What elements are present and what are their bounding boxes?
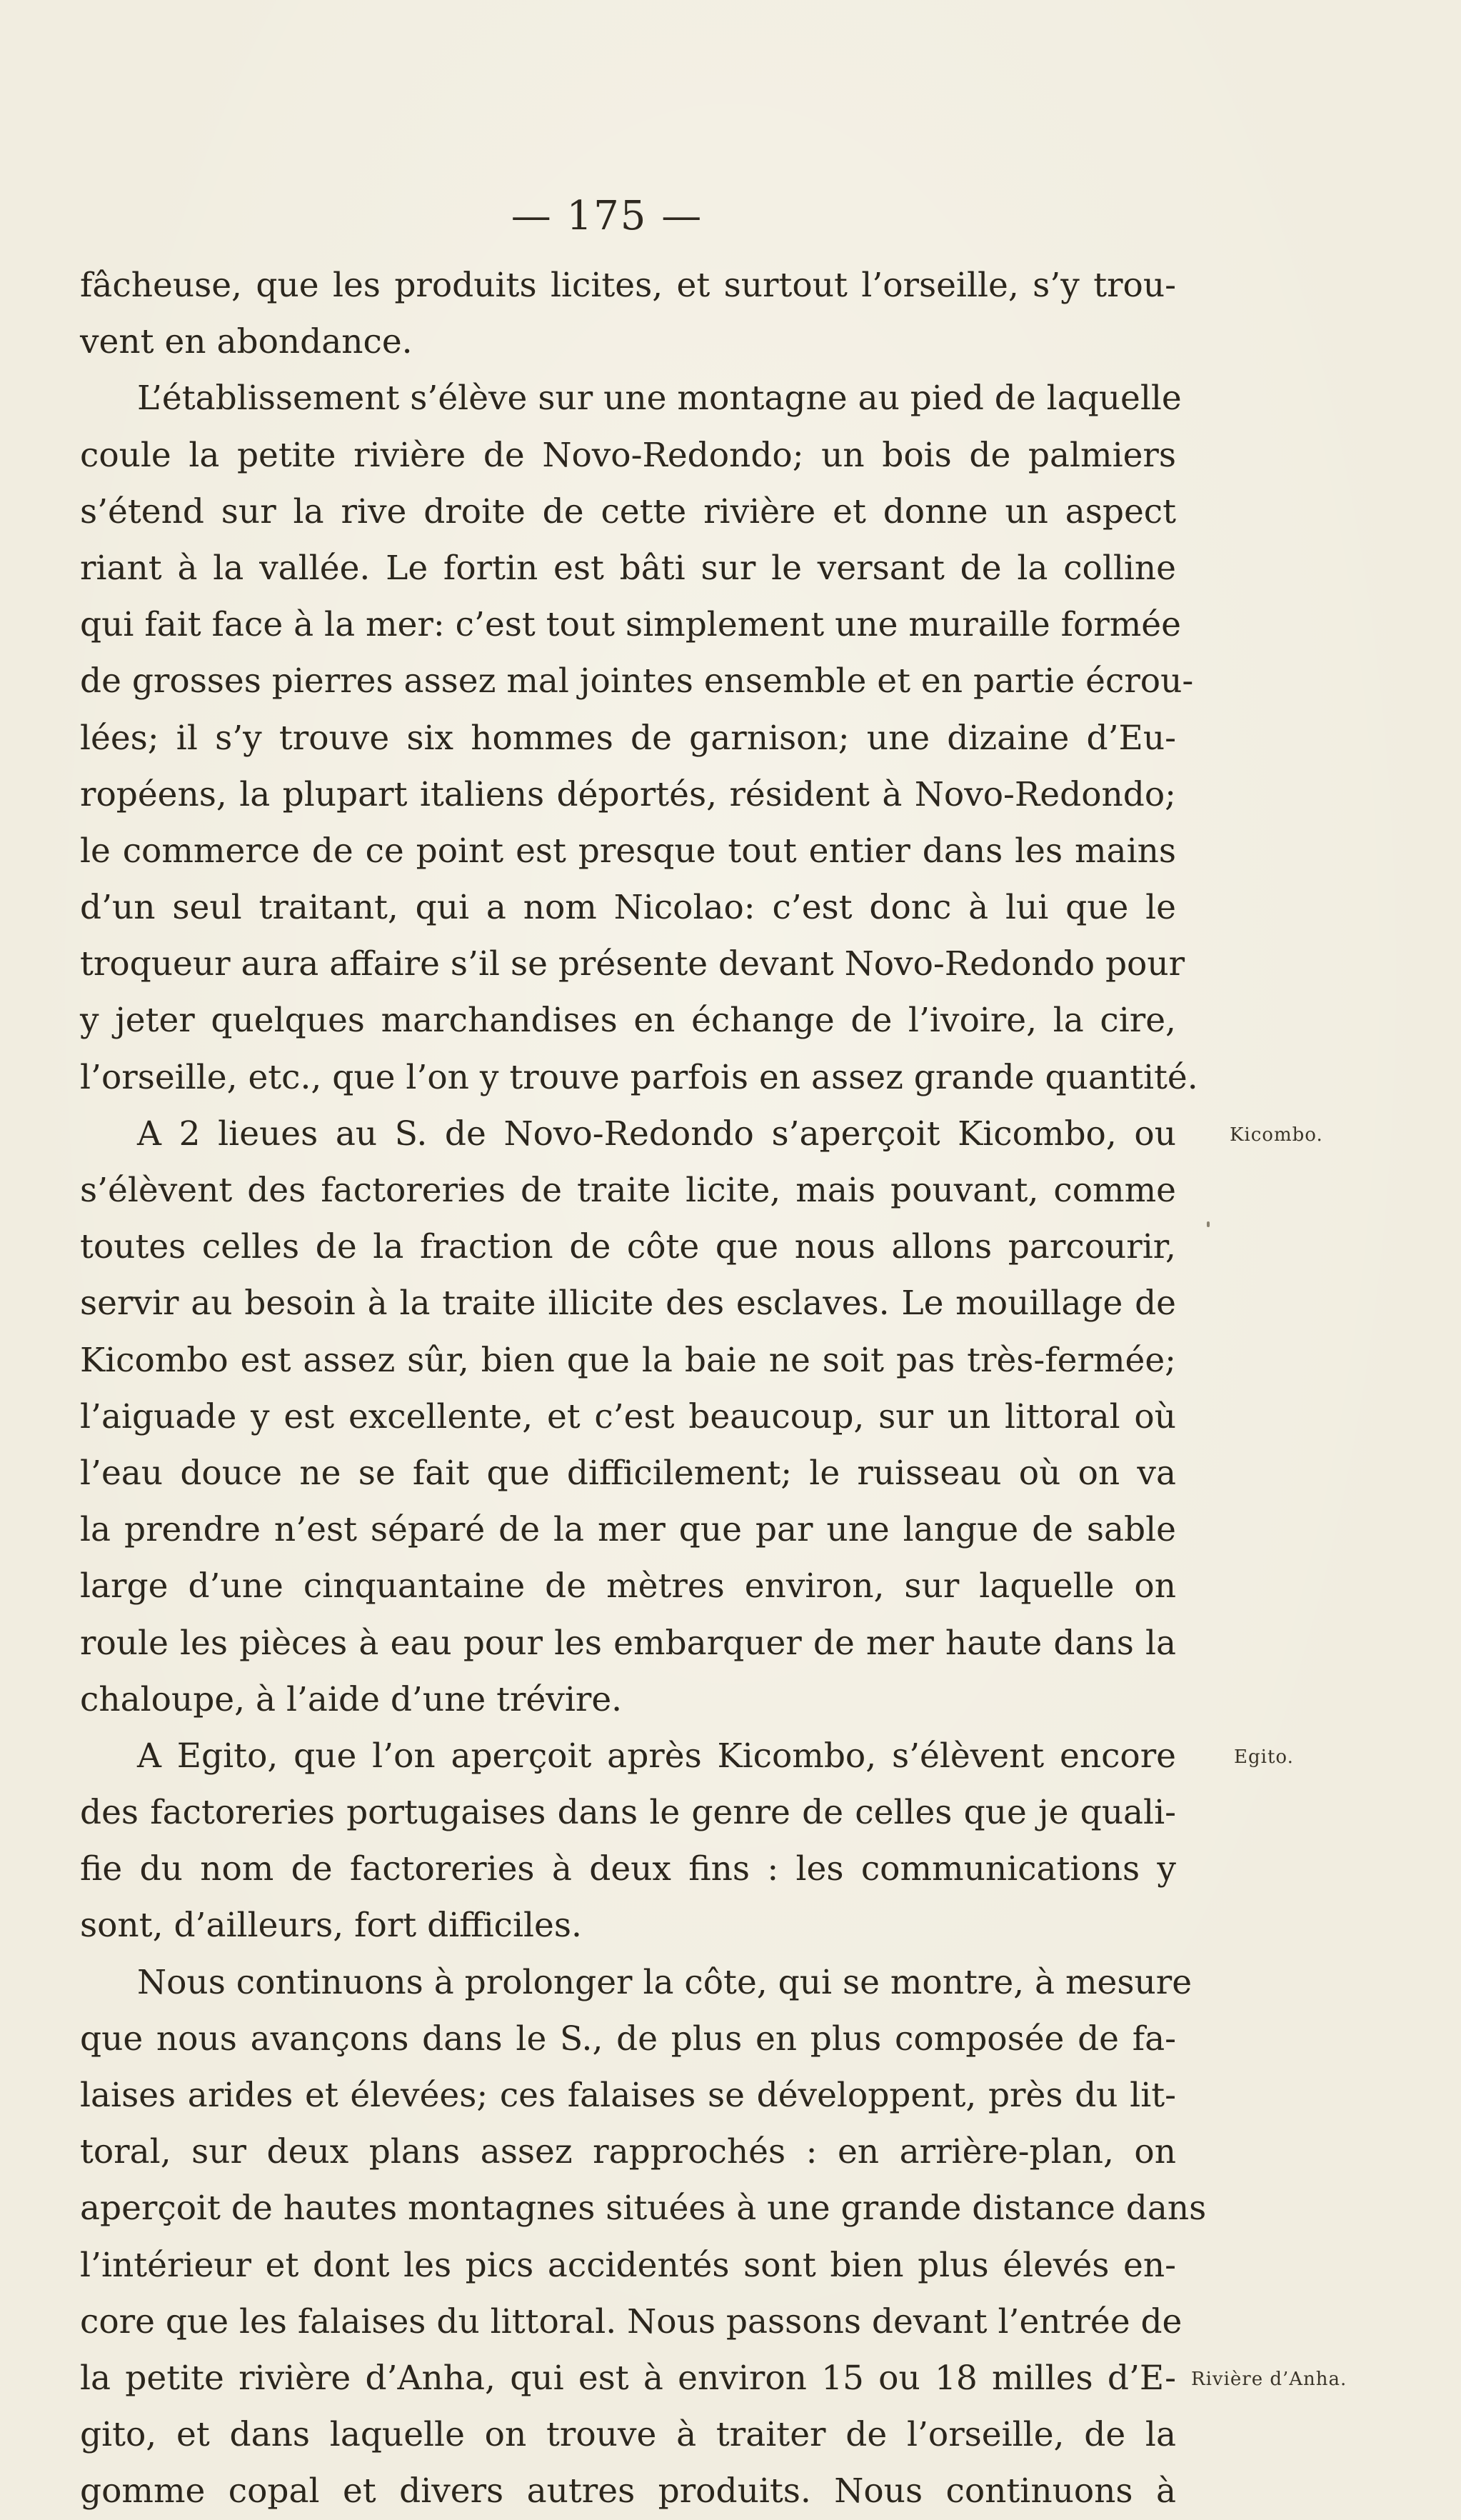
text-line: Nous continuons à prolonger la côte, qui se montre, à mesure <box>137 1962 1193 2002</box>
margin-note: Kicombo. <box>1230 1124 1323 1146</box>
text-line: riant à la vallée. Le fortin est bâti sur le versant de la colline <box>80 548 1176 588</box>
text-line: l’intérieur et dont les pics accidentés sont bien plus élevés en- <box>80 2245 1176 2285</box>
text-line: s’étend sur la rive droite de cette rivière et donne un aspect <box>80 491 1176 531</box>
text-line: troqueur aura affaire s’il se présente devant Novo-Redondo pour <box>80 944 1185 984</box>
text-line: A 2 lieues au S. de Novo-Redondo s’aperçoit Kicombo, ou <box>137 1114 1176 1154</box>
text-line: la prendre n’est séparé de la mer que par une langue de sable <box>80 1510 1176 1550</box>
text-line: le commerce de ce point est presque tout entier dans les mains <box>80 831 1176 871</box>
text-line: A Egito, que l’on aperçoit après Kicombo, s’élèvent encore <box>137 1736 1176 1776</box>
text-line: l’eau douce ne se fait que difficilement; le ruisseau où on va <box>80 1453 1176 1493</box>
text-line: vent en abondance. <box>80 322 413 362</box>
text-line: servir au besoin à la traite illicite des esclaves. Le mouillage de <box>80 1284 1176 1324</box>
text-line: toral, sur deux plans assez rapprochés : en arrière-plan, on <box>80 2132 1176 2172</box>
text-line: toutes celles de la fraction de côte que nous allons parcourir, <box>80 1227 1176 1267</box>
text-line: Kicombo est assez sûr, bien que la baie ne soit pas très-fermée; <box>80 1340 1176 1380</box>
text-line: laises arides et élevées; ces falaises se développent, près du lit- <box>80 2076 1176 2115</box>
page-number: — 175 — <box>511 193 703 239</box>
text-line: s’élèvent des factoreries de traite licite, mais pouvant, comme <box>80 1171 1176 1210</box>
ink-speck <box>1207 1221 1210 1227</box>
margin-note: Rivière d’Anha. <box>1191 2369 1347 2391</box>
text-line: l’orseille, etc., que l’on y trouve parfois en assez grande quantité. <box>80 1057 1198 1097</box>
margin-note: Egito. <box>1234 1746 1294 1769</box>
text-line: fâcheuse, que les produits licites, et surtout l’orseille, s’y trou- <box>80 266 1176 305</box>
text-line: aperçoit de hautes montagnes situées à une grande distance dans <box>80 2189 1207 2229</box>
text-line: core que les falaises du littoral. Nous passons devant l’entrée de <box>80 2301 1183 2341</box>
text-line: large d’une cinquantaine de mètres environ, sur laquelle on <box>80 1566 1176 1606</box>
text-line: de grosses pierres assez mal jointes ensemble et en partie écrou- <box>80 661 1194 701</box>
text-line: L’établissement s’élève sur une montagne au pied de laquelle <box>137 379 1182 419</box>
text-line: qui fait face à la mer: c’est tout simplement une muraille formée <box>80 605 1181 645</box>
text-line: l’aiguade y est excellente, et c’est beaucoup, sur un littoral où <box>80 1396 1176 1436</box>
text-line: fie du nom de factoreries à deux fins : les communications y <box>80 1849 1176 1889</box>
text-line: que nous avançons dans le S., de plus en plus composée de fa- <box>80 2019 1176 2059</box>
text-line: des factoreries portugaises dans le genre de celles que je quali- <box>80 1793 1176 1833</box>
text-line: d’un seul traitant, qui a nom Nicolao: c’est donc à lui que le <box>80 888 1176 928</box>
text-line: roule les pièces à eau pour les embarquer de mer haute dans la <box>80 1623 1176 1663</box>
text-line: chaloupe, à l’aide d’une trévire. <box>80 1679 623 1719</box>
text-line: gito, et dans laquelle on trouve à traiter de l’orseille, de la <box>80 2415 1176 2455</box>
text-line: ropéens, la plupart italiens déportés, résident à Novo-Redondo; <box>80 774 1176 814</box>
text-line: coule la petite rivière de Novo-Redondo; un bois de palmiers <box>80 435 1176 475</box>
text-line: y jeter quelques marchandises en échange de l’ivoire, la cire, <box>80 1001 1176 1041</box>
text-line: la petite rivière d’Anha, qui est à environ 15 ou 18 milles d’E- <box>80 2358 1176 2398</box>
text-line: gomme copal et divers autres produits. Nous continuons à <box>80 2471 1176 2511</box>
text-line: sont, d’ailleurs, fort difficiles. <box>80 1906 582 1946</box>
text-line: lées; il s’y trouve six hommes de garnison; une dizaine d’Eu- <box>80 718 1176 758</box>
body-text <box>80 257 1207 2520</box>
